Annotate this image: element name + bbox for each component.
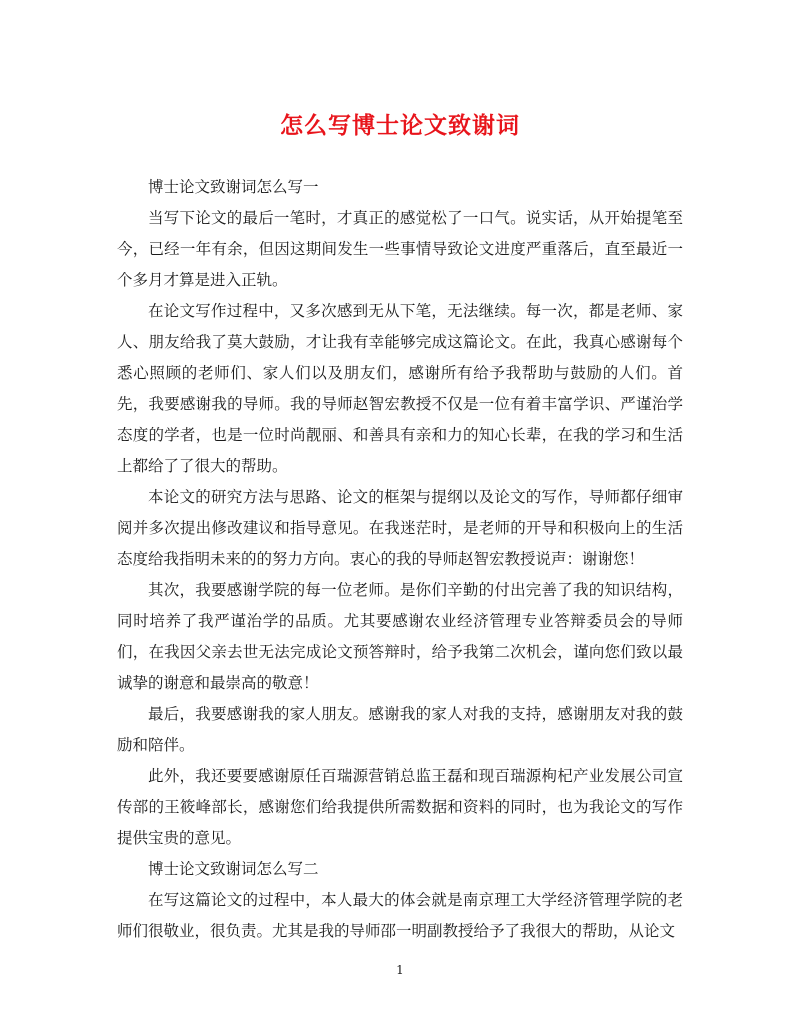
document-body: [117, 172, 683, 947]
page-number: 1: [396, 963, 404, 977]
document-title: 怎么写博士论文致谢词: [280, 112, 520, 139]
paragraph: 其次，我要感谢学院的每一位老师。是你们辛勤的付出完善了我的知识结构，同时培养了我严谨治学的品质。尤其要感谢农业经济管理专业答辩委员会的导师们，在我因父亲去世无法完成论文预答辩时，给予我第二次机会，谨向您们致以最诚挚的谢意和最崇高的敬意！: [117, 581, 683, 692]
paragraph: 在论文写作过程中，又多次感到无从下笔，无法继续。每一次，都是老师、家人、朋友给我了莫大鼓励，才让我有幸能够完成这篇论文。在此，我真心感谢每个悉心照顾的老师们、家人们以及朋友们，感谢所有给予我帮助与鼓励的人们。首先，我要感谢我的导师。我的导师赵智宏教授不仅是一位有着丰富学识、严谨治学态度的学者，也是一位时尚靓丽、和善具有亲和力的知心长辈，在我的学习和生活上都给了了很大的帮助。: [117, 302, 683, 475]
section-heading-2: 博士论文致谢词怎么写二: [148, 860, 319, 878]
paragraph: 此外，我还要要感谢原任百瑞源营销总监王磊和现百瑞源枸杞产业发展公司宣传部的王筱峰部长，感谢您们给我提供所需数据和资料的同时，也为我论文的写作提供宝贵的意见。: [117, 767, 683, 847]
paragraph: 本论文的研究方法与思路、论文的框架与提纲以及论文的写作，导师都仔细审阅并多次提出修改建议和指导意见。在我迷茫时，是老师的开导和积极向上的生活态度给我指明未来的的努力方向。衷心的我的导师赵智宏教授说声：谢谢您！: [117, 488, 683, 568]
section-heading-1: 博士论文致谢词怎么写一: [148, 178, 319, 196]
paragraph: 最后，我要感谢我的家人朋友。感谢我的家人对我的支持，感谢朋友对我的鼓励和陪伴。: [117, 705, 683, 754]
paragraph: 当写下论文的最后一笔时，才真正的感觉松了一口气。说实话，从开始提笔至今，已经一年有余，但因这期间发生一些事情导致论文进度严重落后，直至最近一个多月才算是进入正轨。: [117, 209, 683, 289]
paragraph: 在写这篇论文的过程中，本人最大的体会就是南京理工大学经济管理学院的老师们很敬业，很负责。尤其是我的导师邵一明副教授给予了我很大的帮助，从论文: [117, 891, 683, 940]
